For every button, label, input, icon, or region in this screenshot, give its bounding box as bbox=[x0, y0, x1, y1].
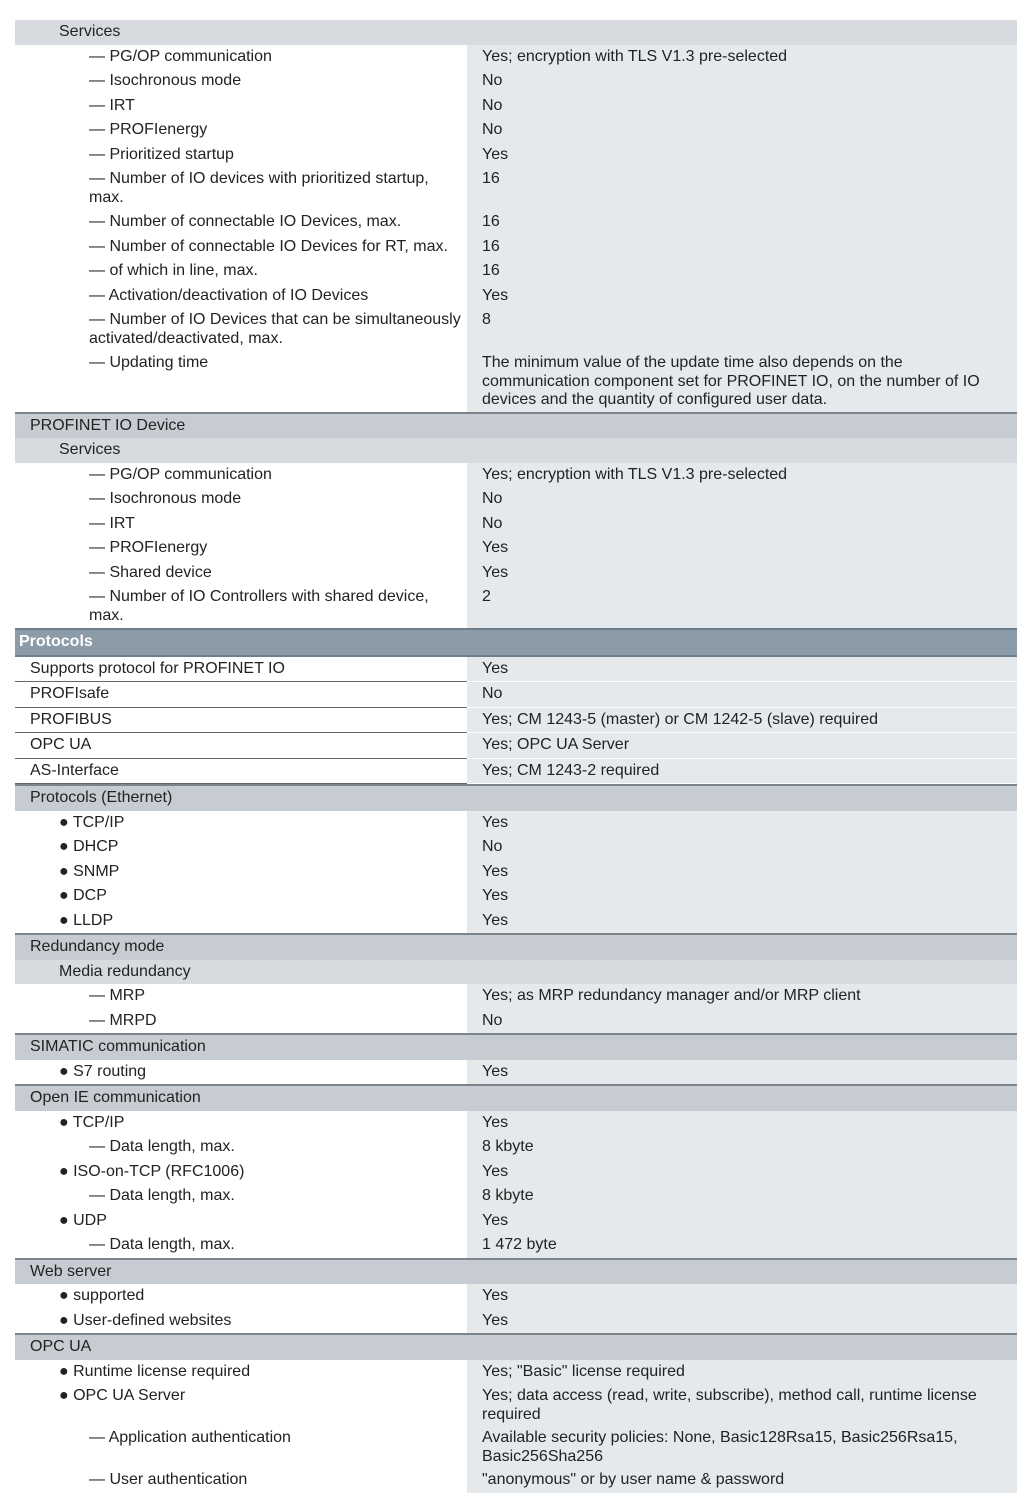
label-text: SNMP bbox=[73, 862, 120, 880]
dash-marker: — bbox=[89, 563, 110, 581]
group-header-simatic-communication bbox=[15, 1033, 1017, 1060]
spec-row-irt bbox=[15, 512, 1017, 537]
spec-label bbox=[15, 463, 467, 488]
label-text: PROFIBUS bbox=[30, 710, 112, 728]
spec-row-snmp bbox=[15, 860, 1017, 885]
spec-value: Yes; OPC UA Server bbox=[467, 733, 1017, 759]
label-text: PROFIenergy bbox=[109, 121, 208, 138]
spec-row-profienergy bbox=[15, 536, 1017, 561]
dash-marker: — bbox=[89, 465, 110, 483]
label-text: DHCP bbox=[73, 838, 119, 855]
dash-marker: — bbox=[89, 262, 110, 279]
spec-row-iso-on-tcp-rfc1006 bbox=[15, 1160, 1017, 1185]
spec-value: 8 kbyte bbox=[467, 1184, 1017, 1209]
spec-value: Yes bbox=[467, 536, 1017, 561]
spec-label bbox=[15, 351, 467, 412]
label-text: Services bbox=[59, 23, 121, 40]
spec-row-runtime-license-required bbox=[15, 1360, 1017, 1385]
spec-label bbox=[15, 487, 467, 512]
label-text: OPC UA bbox=[30, 1338, 92, 1355]
label-text: Application authentication bbox=[108, 1429, 291, 1446]
spec-row-supports-protocol-for-profinet-io bbox=[15, 657, 1017, 683]
label-text: Number of IO Controllers with shared device, max. bbox=[89, 588, 429, 624]
spec-label bbox=[15, 1360, 467, 1385]
spec-label bbox=[15, 143, 467, 168]
spec-value: Yes bbox=[467, 811, 1017, 836]
spec-value: Yes bbox=[467, 1060, 1017, 1085]
spec-label bbox=[15, 884, 467, 909]
label-text: Number of connectable IO Devices for RT, max. bbox=[109, 237, 448, 255]
spec-value: No bbox=[467, 512, 1017, 537]
label-text: Data length, max. bbox=[109, 1138, 235, 1155]
bullet-marker: ● bbox=[59, 887, 74, 904]
spec-row-opc-ua-server bbox=[15, 1384, 1017, 1426]
group-label bbox=[15, 1335, 467, 1360]
dash-marker: — bbox=[89, 145, 110, 163]
spec-value: Yes; encryption with TLS V1.3 pre-selected bbox=[467, 45, 1017, 70]
spec-label bbox=[15, 860, 467, 885]
spec-row-opc-ua bbox=[15, 733, 1017, 759]
spec-row-as-interface bbox=[15, 759, 1017, 785]
label-text: IRT bbox=[109, 96, 135, 114]
label-text: ISO-on-TCP (RFC1006) bbox=[73, 1162, 245, 1180]
spec-value: No bbox=[467, 835, 1017, 860]
spec-row-profienergy bbox=[15, 118, 1017, 143]
label-text: TCP/IP bbox=[72, 1113, 125, 1131]
dash-marker: — bbox=[89, 588, 110, 605]
dash-marker: — bbox=[89, 121, 110, 138]
label-text: PROFINET IO Device bbox=[30, 416, 186, 434]
spec-label bbox=[15, 1426, 467, 1468]
spec-value: Yes; encryption with TLS V1.3 pre-selected bbox=[467, 463, 1017, 488]
group-label bbox=[15, 1260, 467, 1285]
label-text: Data length, max. bbox=[109, 1187, 235, 1204]
spec-value: Yes bbox=[467, 284, 1017, 309]
label-text: UDP bbox=[73, 1211, 107, 1229]
label-text: LLDP bbox=[73, 911, 114, 929]
spec-label bbox=[15, 1160, 467, 1185]
label-text: S7 routing bbox=[73, 1062, 147, 1080]
group-label bbox=[15, 20, 467, 45]
spec-value: Yes bbox=[467, 884, 1017, 909]
group-header-open-ie-communication bbox=[15, 1084, 1017, 1111]
group-header-protocols-ethernet bbox=[15, 784, 1017, 811]
spec-value: Yes bbox=[467, 1309, 1017, 1334]
group-label bbox=[15, 414, 467, 439]
bullet-marker: ● bbox=[59, 1362, 74, 1380]
spec-value bbox=[467, 438, 1017, 463]
spec-value: Yes bbox=[467, 1209, 1017, 1234]
spec-value: Yes; "Basic" license required bbox=[467, 1360, 1017, 1385]
spec-value: 16 bbox=[467, 235, 1017, 260]
label-text: Prioritized startup bbox=[109, 145, 234, 163]
spec-value bbox=[467, 1335, 1017, 1360]
spec-value: Yes bbox=[467, 1111, 1017, 1136]
bullet-marker: ● bbox=[59, 1162, 74, 1180]
spec-label bbox=[15, 585, 467, 628]
label-text: Supports protocol for PROFINET IO bbox=[30, 659, 285, 677]
label-text: AS-Interface bbox=[30, 761, 119, 779]
label-text: Open IE communication bbox=[30, 1089, 201, 1106]
label-text: Shared device bbox=[109, 563, 212, 581]
group-header-services bbox=[15, 438, 1017, 463]
spec-row-activation-deactivation-of-io-devices bbox=[15, 284, 1017, 309]
spec-label bbox=[15, 708, 467, 734]
group-label bbox=[15, 935, 467, 960]
bullet-marker: ● bbox=[59, 862, 74, 880]
label-text: TCP/IP bbox=[72, 813, 125, 831]
spec-row-data-length-max bbox=[15, 1135, 1017, 1160]
spec-label bbox=[15, 1111, 467, 1136]
dash-marker: — bbox=[89, 170, 110, 187]
spec-row-data-length-max bbox=[15, 1184, 1017, 1209]
spec-value bbox=[467, 414, 1017, 439]
group-header-media-redundancy bbox=[15, 960, 1017, 985]
spec-value: 1 472 byte bbox=[467, 1233, 1017, 1258]
spec-row-number-of-connectable-io-devices-max bbox=[15, 210, 1017, 235]
spec-value: 16 bbox=[467, 167, 1017, 210]
dash-marker: — bbox=[89, 539, 110, 556]
spec-row-supported bbox=[15, 1284, 1017, 1309]
spec-label bbox=[15, 512, 467, 537]
label-text: Protocols (Ethernet) bbox=[30, 789, 173, 806]
spec-label bbox=[15, 1135, 467, 1160]
spec-label bbox=[15, 759, 467, 785]
spec-label bbox=[15, 308, 467, 351]
spec-row-lldp bbox=[15, 909, 1017, 934]
dash-marker: — bbox=[89, 213, 110, 230]
dash-marker: — bbox=[89, 237, 110, 255]
spec-label bbox=[15, 536, 467, 561]
spec-row-mrp bbox=[15, 984, 1017, 1009]
label-text: Activation/deactivation of IO Devices bbox=[108, 286, 369, 304]
spec-value: No bbox=[467, 1009, 1017, 1034]
spec-row-profibus bbox=[15, 708, 1017, 734]
spec-value bbox=[467, 935, 1017, 960]
spec-row-isochronous-mode bbox=[15, 487, 1017, 512]
spec-value: 8 bbox=[467, 308, 1017, 351]
label-text: Number of IO Devices that can be simultaneously activated/deactivated, max. bbox=[89, 311, 461, 347]
spec-value: Yes bbox=[467, 909, 1017, 934]
label-text: IRT bbox=[109, 514, 135, 532]
spec-label bbox=[15, 284, 467, 309]
spec-label bbox=[15, 984, 467, 1009]
spec-row-number-of-connectable-io-devices-for-rt-max bbox=[15, 235, 1017, 260]
label-text: OPC UA bbox=[30, 736, 92, 753]
spec-value: Available security policies: None, Basic128Rsa15, Basic256Rsa15, Basic256Sha256 bbox=[467, 1426, 1017, 1468]
spec-table bbox=[15, 20, 1017, 1493]
spec-label bbox=[15, 1284, 467, 1309]
spec-label bbox=[15, 682, 467, 708]
label-text: Runtime license required bbox=[73, 1362, 251, 1380]
dash-marker: — bbox=[89, 47, 110, 65]
label-text: PROFIsafe bbox=[30, 685, 110, 702]
spec-label bbox=[15, 1009, 467, 1034]
label-text: supported bbox=[73, 1287, 145, 1304]
spec-value: 8 kbyte bbox=[467, 1135, 1017, 1160]
dash-marker: — bbox=[89, 286, 109, 304]
spec-value: 16 bbox=[467, 259, 1017, 284]
group-header-opc-ua bbox=[15, 1333, 1017, 1360]
group-header-web-server bbox=[15, 1258, 1017, 1285]
spec-value: Yes; CM 1243-2 required bbox=[467, 759, 1017, 785]
spec-value: Yes bbox=[467, 143, 1017, 168]
label-text: Redundancy mode bbox=[30, 938, 165, 955]
spec-row-dcp bbox=[15, 884, 1017, 909]
spec-label bbox=[15, 1184, 467, 1209]
group-label bbox=[15, 960, 467, 985]
spec-value: 16 bbox=[467, 210, 1017, 235]
spec-value: No bbox=[467, 118, 1017, 143]
group-label bbox=[15, 1035, 467, 1060]
spec-value: 2 bbox=[467, 585, 1017, 628]
bullet-marker: ● bbox=[59, 813, 73, 831]
label-text: Number of connectable IO Devices, max. bbox=[109, 213, 402, 230]
spec-value: Yes bbox=[467, 1284, 1017, 1309]
spec-value: Yes; CM 1243-5 (master) or CM 1242-5 (slave) required bbox=[467, 708, 1017, 734]
spec-row-tcp-ip bbox=[15, 1111, 1017, 1136]
spec-label bbox=[15, 94, 467, 119]
spec-value bbox=[467, 1035, 1017, 1060]
dash-marker: — bbox=[89, 1187, 110, 1204]
spec-row-udp bbox=[15, 1209, 1017, 1234]
dash-marker: — bbox=[89, 514, 110, 532]
dash-marker: — bbox=[89, 72, 110, 89]
spec-row-number-of-io-devices-with-prioritized-startup-max bbox=[15, 167, 1017, 210]
spec-label bbox=[15, 69, 467, 94]
bullet-marker: ● bbox=[59, 911, 74, 929]
spec-value bbox=[467, 786, 1017, 811]
spec-value: Yes; data access (read, write, subscribe), method call, runtime license required bbox=[467, 1384, 1017, 1426]
dash-marker: — bbox=[89, 1138, 110, 1155]
spec-row-application-authentication bbox=[15, 1426, 1017, 1468]
spec-row-mrpd bbox=[15, 1009, 1017, 1034]
spec-label bbox=[15, 1233, 467, 1258]
group-header-services bbox=[15, 20, 1017, 45]
dash-marker: — bbox=[89, 1236, 110, 1253]
spec-row-pg-op-communication bbox=[15, 463, 1017, 488]
spec-value: No bbox=[467, 487, 1017, 512]
dash-marker: — bbox=[89, 354, 110, 371]
spec-row-number-of-io-devices-that-can-be-simultaneously-activated-deactivated-max bbox=[15, 308, 1017, 351]
bullet-marker: ● bbox=[59, 1387, 74, 1404]
bullet-marker: ● bbox=[59, 838, 74, 855]
spec-value: Yes bbox=[467, 860, 1017, 885]
spec-value bbox=[467, 1260, 1017, 1285]
spec-value: Yes bbox=[467, 657, 1017, 683]
dash-marker: — bbox=[89, 490, 110, 507]
group-label bbox=[15, 438, 467, 463]
dash-marker: — bbox=[89, 1429, 109, 1446]
spec-label bbox=[15, 1384, 467, 1426]
bullet-marker: ● bbox=[59, 1113, 73, 1131]
spec-label bbox=[15, 1309, 467, 1334]
spec-label bbox=[15, 1468, 467, 1493]
group-label bbox=[15, 786, 467, 811]
spec-row-pg-op-communication bbox=[15, 45, 1017, 70]
spec-value bbox=[467, 1086, 1017, 1111]
spec-value bbox=[467, 960, 1017, 985]
label-text: DCP bbox=[73, 887, 107, 904]
spec-label bbox=[15, 118, 467, 143]
bullet-marker: ● bbox=[59, 1211, 74, 1229]
spec-label bbox=[15, 210, 467, 235]
dash-marker: — bbox=[89, 987, 110, 1004]
label-text: MRPD bbox=[109, 1011, 157, 1029]
spec-row-updating-time bbox=[15, 351, 1017, 412]
label-text: Data length, max. bbox=[109, 1236, 235, 1253]
spec-row-s7-routing bbox=[15, 1060, 1017, 1085]
spec-row-profisafe bbox=[15, 682, 1017, 708]
bullet-marker: ● bbox=[59, 1062, 74, 1080]
label-text: Services bbox=[59, 441, 121, 458]
dash-marker: — bbox=[89, 96, 110, 114]
spec-row-of-which-in-line-max bbox=[15, 259, 1017, 284]
spec-value: No bbox=[467, 94, 1017, 119]
spec-row-user-authentication bbox=[15, 1468, 1017, 1493]
label-text: MRP bbox=[109, 987, 146, 1004]
spec-label bbox=[15, 561, 467, 586]
spec-value: Yes bbox=[467, 1160, 1017, 1185]
bullet-marker: ● bbox=[59, 1287, 74, 1304]
label-text: PG/OP communication bbox=[109, 465, 272, 483]
spec-value: No bbox=[467, 69, 1017, 94]
group-header-profinet-io-device bbox=[15, 412, 1017, 439]
spec-value: The minimum value of the update time also depends on the communication component set for PROFINET IO, on the number of IO devices and the quantity of configured user data. bbox=[467, 351, 1017, 412]
spec-row-shared-device bbox=[15, 561, 1017, 586]
group-header-redundancy-mode bbox=[15, 933, 1017, 960]
label-text: of which in line, max. bbox=[109, 262, 258, 279]
spec-label bbox=[15, 733, 467, 759]
spec-label bbox=[15, 811, 467, 836]
spec-row-user-defined-websites bbox=[15, 1309, 1017, 1334]
dash-marker: — bbox=[89, 1471, 110, 1488]
spec-value: No bbox=[467, 682, 1017, 708]
spec-label bbox=[15, 259, 467, 284]
label-text: PG/OP communication bbox=[109, 47, 272, 65]
spec-row-prioritized-startup bbox=[15, 143, 1017, 168]
label-text: Number of IO devices with prioritized startup, max. bbox=[89, 170, 429, 206]
spec-value: Yes; as MRP redundancy manager and/or MRP client bbox=[467, 984, 1017, 1009]
spec-label bbox=[15, 657, 467, 683]
spec-label bbox=[15, 835, 467, 860]
label-text: SIMATIC communication bbox=[30, 1038, 206, 1055]
spec-row-tcp-ip bbox=[15, 811, 1017, 836]
spec-row-dhcp bbox=[15, 835, 1017, 860]
spec-row-isochronous-mode bbox=[15, 69, 1017, 94]
spec-label bbox=[15, 45, 467, 70]
label-text: OPC UA Server bbox=[73, 1387, 186, 1404]
section-header-protocols: Protocols bbox=[15, 628, 1017, 657]
label-text: User-defined websites bbox=[73, 1311, 232, 1329]
spec-value: Yes bbox=[467, 561, 1017, 586]
label-text: Updating time bbox=[109, 354, 209, 371]
spec-row-data-length-max bbox=[15, 1233, 1017, 1258]
dash-marker: — bbox=[89, 311, 110, 328]
label-text: Web server bbox=[30, 1262, 112, 1280]
spec-label bbox=[15, 167, 467, 210]
group-label bbox=[15, 1086, 467, 1111]
label-text: User authentication bbox=[109, 1471, 248, 1488]
spec-label bbox=[15, 235, 467, 260]
label-text: Isochronous mode bbox=[109, 490, 242, 507]
spec-value: "anonymous" or by user name & password bbox=[467, 1468, 1017, 1493]
bullet-marker: ● bbox=[59, 1311, 74, 1329]
label-text: Media redundancy bbox=[59, 962, 191, 980]
spec-row-irt bbox=[15, 94, 1017, 119]
label-text: Isochronous mode bbox=[109, 72, 242, 89]
label-text: PROFIenergy bbox=[109, 539, 208, 556]
spec-row-number-of-io-controllers-with-shared-device-max bbox=[15, 585, 1017, 628]
spec-value bbox=[467, 20, 1017, 45]
spec-label bbox=[15, 1209, 467, 1234]
spec-label bbox=[15, 909, 467, 934]
spec-label bbox=[15, 1060, 467, 1085]
dash-marker: — bbox=[89, 1011, 110, 1029]
